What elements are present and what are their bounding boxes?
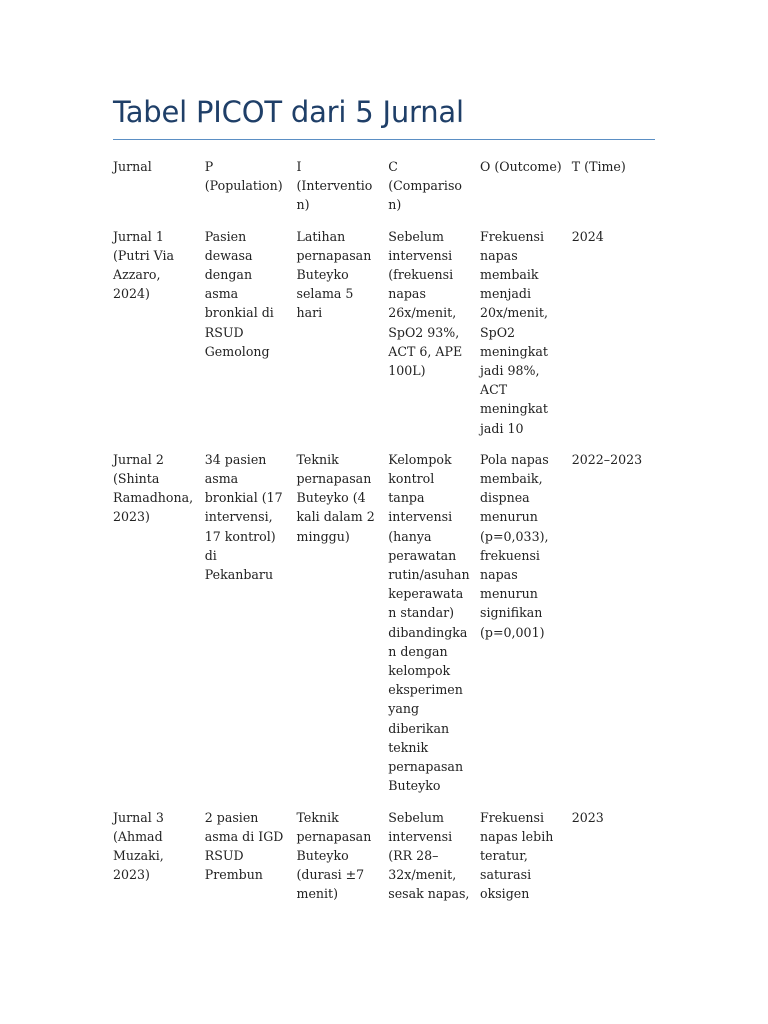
cell-comparison: Sebelum intervensi (RR 28–32x/menit, sesak napas, <box>388 809 470 902</box>
cell-intervention: Teknik pernapasan Buteyko (4 kali dalam 2 minggu) <box>296 451 375 544</box>
header-outcome: O (Outcome) <box>480 159 562 174</box>
cell-jurnal: Jurnal 3 (Ahmad Muzaki, 2023) <box>113 809 164 883</box>
header-comparison: C (Comparison) <box>388 159 462 213</box>
header-population: P (Population) <box>204 159 283 194</box>
cell-population: 34 pasien asma bronkial (17 intervensi, 17 kontrol) di Pekanbaru <box>204 451 283 583</box>
header-intervention: I (Intervention) <box>296 159 373 213</box>
table-row <box>108 450 654 808</box>
cell-population: Pasien dewasa dengan asma bronkial di RSUD Gemolong <box>204 228 274 359</box>
cell-time: 2022–2023 <box>571 451 643 467</box>
cell-comparison: Kelompok kontrol tanpa intervensi (hanya perawatan rutin/asuhan keperawatan standar) dibandingkan dengan kelompok eksperimen yang diberikan teknik pernapasan Buteyko <box>388 451 470 794</box>
table-header-row <box>108 157 654 227</box>
picot-table <box>108 157 654 916</box>
cell-time: 2023 <box>571 809 604 825</box>
title-divider <box>113 139 655 140</box>
cell-time: 2024 <box>571 228 604 244</box>
cell-intervention: Latihan pernapasan Buteyko selama 5 hari <box>296 228 372 321</box>
cell-intervention: Teknik pernapasan Buteyko (durasi ±7 menit) <box>296 809 372 902</box>
cell-outcome: Frekuensi napas membaik menjadi 20x/menit, SpO2 meningkat jadi 98%, ACT meningkat jadi 10 <box>480 228 548 436</box>
header-jurnal: Jurnal <box>113 159 152 174</box>
header-time: T (Time) <box>571 159 626 174</box>
cell-jurnal: Jurnal 1 (Putri Via Azzaro, 2024) <box>113 228 175 302</box>
cell-outcome: Frekuensi napas lebih teratur, saturasi oksigen <box>480 809 554 902</box>
cell-jurnal: Jurnal 2 (Shinta Ramadhona, 2023) <box>113 451 194 525</box>
page-title: Tabel PICOT dari 5 Jurnal <box>113 95 464 129</box>
table-row <box>108 808 654 916</box>
cell-population: 2 pasien asma di IGD RSUD Prembun <box>204 809 284 883</box>
cell-outcome: Pola napas membaik, dispnea menurun (p=0,033), frekuensi napas menurun signifikan (p=0,001) <box>480 451 549 640</box>
table-row <box>108 227 654 450</box>
cell-comparison: Sebelum intervensi (frekuensi napas 26x/menit, SpO2 93%, ACT 6, APE 100L) <box>388 228 463 379</box>
